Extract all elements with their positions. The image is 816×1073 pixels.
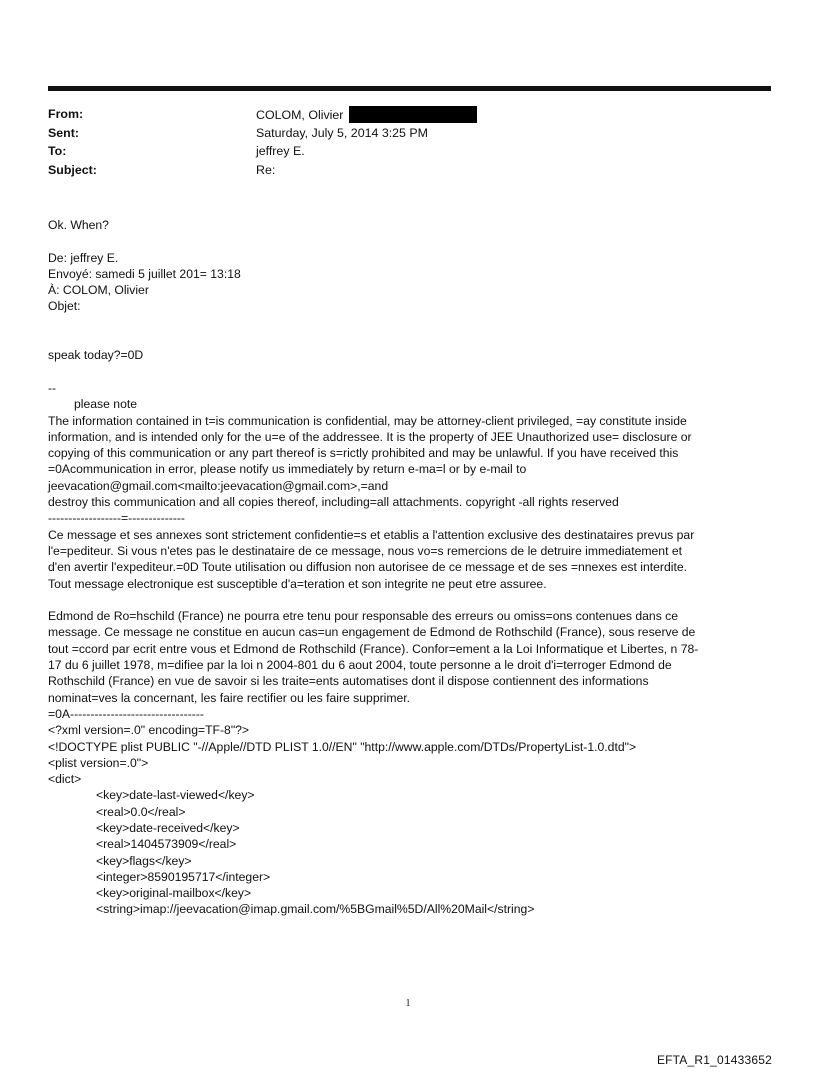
disclaimer-french-2 (48, 608, 774, 706)
to-row (48, 143, 771, 162)
quoted-subject: Objet: (48, 299, 81, 314)
header-rule (48, 86, 771, 91)
french-line: 17 du 6 juillet 1978, m=difiee par la loi n 2004-801 du 6 aout 2004, toute personne a le droit d'i=terroger Edmond de (48, 658, 672, 673)
sent-row (48, 125, 771, 144)
french-line: tout =ccord par ecrit entre vous et Edmond de Rothschild (France). Confor=ement a la Loi Informatique et Libertes, n 78- (48, 641, 699, 656)
french-line: l'e=pediteur. Si vous n'etes pas le destinataire de ce message, nous vo=s remercions de le detruire immediatement et (48, 543, 683, 558)
from-row (48, 106, 771, 125)
quoted-to: À: COLOM, Olivier (48, 283, 149, 298)
xml-doctype: <!DOCTYPE plist PUBLIC "-//Apple//DTD PLIST 1.0//EN" "http://www.apple.com/DTDs/PropertyList-1.0.dtd"> (48, 739, 637, 754)
french-line: Rothschild (France) en vue de savoir si les traite=ents automatises dont il dispose contiennent des informations (48, 674, 649, 689)
subject-row (48, 162, 771, 181)
from-value (256, 106, 477, 123)
french-line: Edmond de Ro=hschild (France) ne pourra etre tenu pour responsable des erreurs ou omiss=ons contenues dans ce (48, 609, 679, 624)
to-value: jeffrey E. (256, 144, 305, 158)
reply-text: Ok. When? (48, 218, 109, 232)
disclaimer-line: destroy this communication and all copies thereof, including=all attachments. copyright -all rights reserved (48, 495, 619, 510)
document-id: EFTA_R1_01433652 (656, 1053, 772, 1067)
redaction-box (349, 106, 477, 123)
page-number: 1 (405, 998, 411, 1009)
dict-entry: <real>0.0</real> (96, 804, 186, 819)
disclaimer-french-1 (48, 527, 774, 592)
dict-entry: <string>imap://jeevacation@imap.gmail.com/%5BGmail%5D/All%20Mail</string> (96, 902, 535, 917)
dict-entry: <key>date-last-viewed</key> (96, 788, 255, 803)
french-line: Ce message et ses annexes sont strictement confidentie=s et etablis a l'attention exclusive des destinataires prevus par (48, 527, 695, 542)
signature-separator: -- (48, 380, 57, 395)
dict-entry: <key>flags</key> (96, 853, 192, 868)
subject-value: Re: (256, 162, 276, 177)
from-name: COLOM, Olivier (256, 108, 344, 122)
dict-entry: <real>1404573909</real> (96, 837, 237, 852)
disclaimer-line: jeevacation@gmail.com<mailto:jeevacation@gmail.com>,=and (48, 478, 389, 493)
disclaimer-english (48, 413, 774, 511)
french-line: Tout message electronique est susceptible d'a=teration et son integrite ne peut etre assuree. (48, 576, 547, 591)
disclaimer-line: copying of this communication or any part thereof is s=rictly prohibited and may be unlawful. If you have received this (48, 446, 679, 461)
quoted-from: De: jeffrey E. (48, 250, 119, 265)
from-label: From: (48, 107, 84, 121)
dict-entry: <integer>8590195717</integer> (96, 869, 271, 884)
quoted-sent: Envoyé: samedi 5 juillet 201= 13:18 (48, 266, 241, 281)
to-label: To: (48, 144, 67, 158)
email-body (48, 217, 774, 918)
email-header (48, 106, 771, 180)
please-note: please note (74, 397, 138, 412)
french-line: nominat=ves la concernant, les faire rectifier ou les faire supprimer. (48, 690, 411, 705)
sent-value: Saturday, July 5, 2014 3:25 PM (256, 125, 428, 140)
subject-label: Subject: (48, 162, 97, 177)
plist-open: <plist version=.0"> (48, 755, 149, 770)
xml-declaration: <?xml version=.0" encoding=TF-8"?> (48, 723, 250, 738)
french-line: d'en avertir l'expediteur.=0D Toute utilisation ou diffusion non autorisee de ce message et de ses =nnexes est interdite. (48, 560, 688, 575)
dict-open: <dict> (48, 772, 82, 787)
dash-separator: =0A--------------------------------- (48, 706, 204, 721)
disclaimer-line: =0Acommunication in error, please notify us immediately by return e-ma=l or by e-mail to (48, 462, 527, 477)
sent-label: Sent: (48, 125, 79, 140)
dict-entry: <key>original-mailbox</key> (96, 886, 252, 901)
dict-entry: <key>date-received</key> (96, 820, 240, 835)
disclaimer-line: information, and is intended only for the u=e of the addressee. It is the property of JEE Unauthorized use= disclosure or (48, 429, 692, 444)
question-text: speak today?=0D (48, 348, 144, 363)
disclaimer-line: The information contained in t=is communication is confidential, may be attorney-client privileged, =ay constitute inside (48, 413, 687, 428)
french-line: message. Ce message ne constitue en aucun cas=un engagement de Edmond de Rothschild (France), sous reserve de (48, 625, 696, 640)
dash-separator: ------------------=-------------- (48, 511, 185, 526)
